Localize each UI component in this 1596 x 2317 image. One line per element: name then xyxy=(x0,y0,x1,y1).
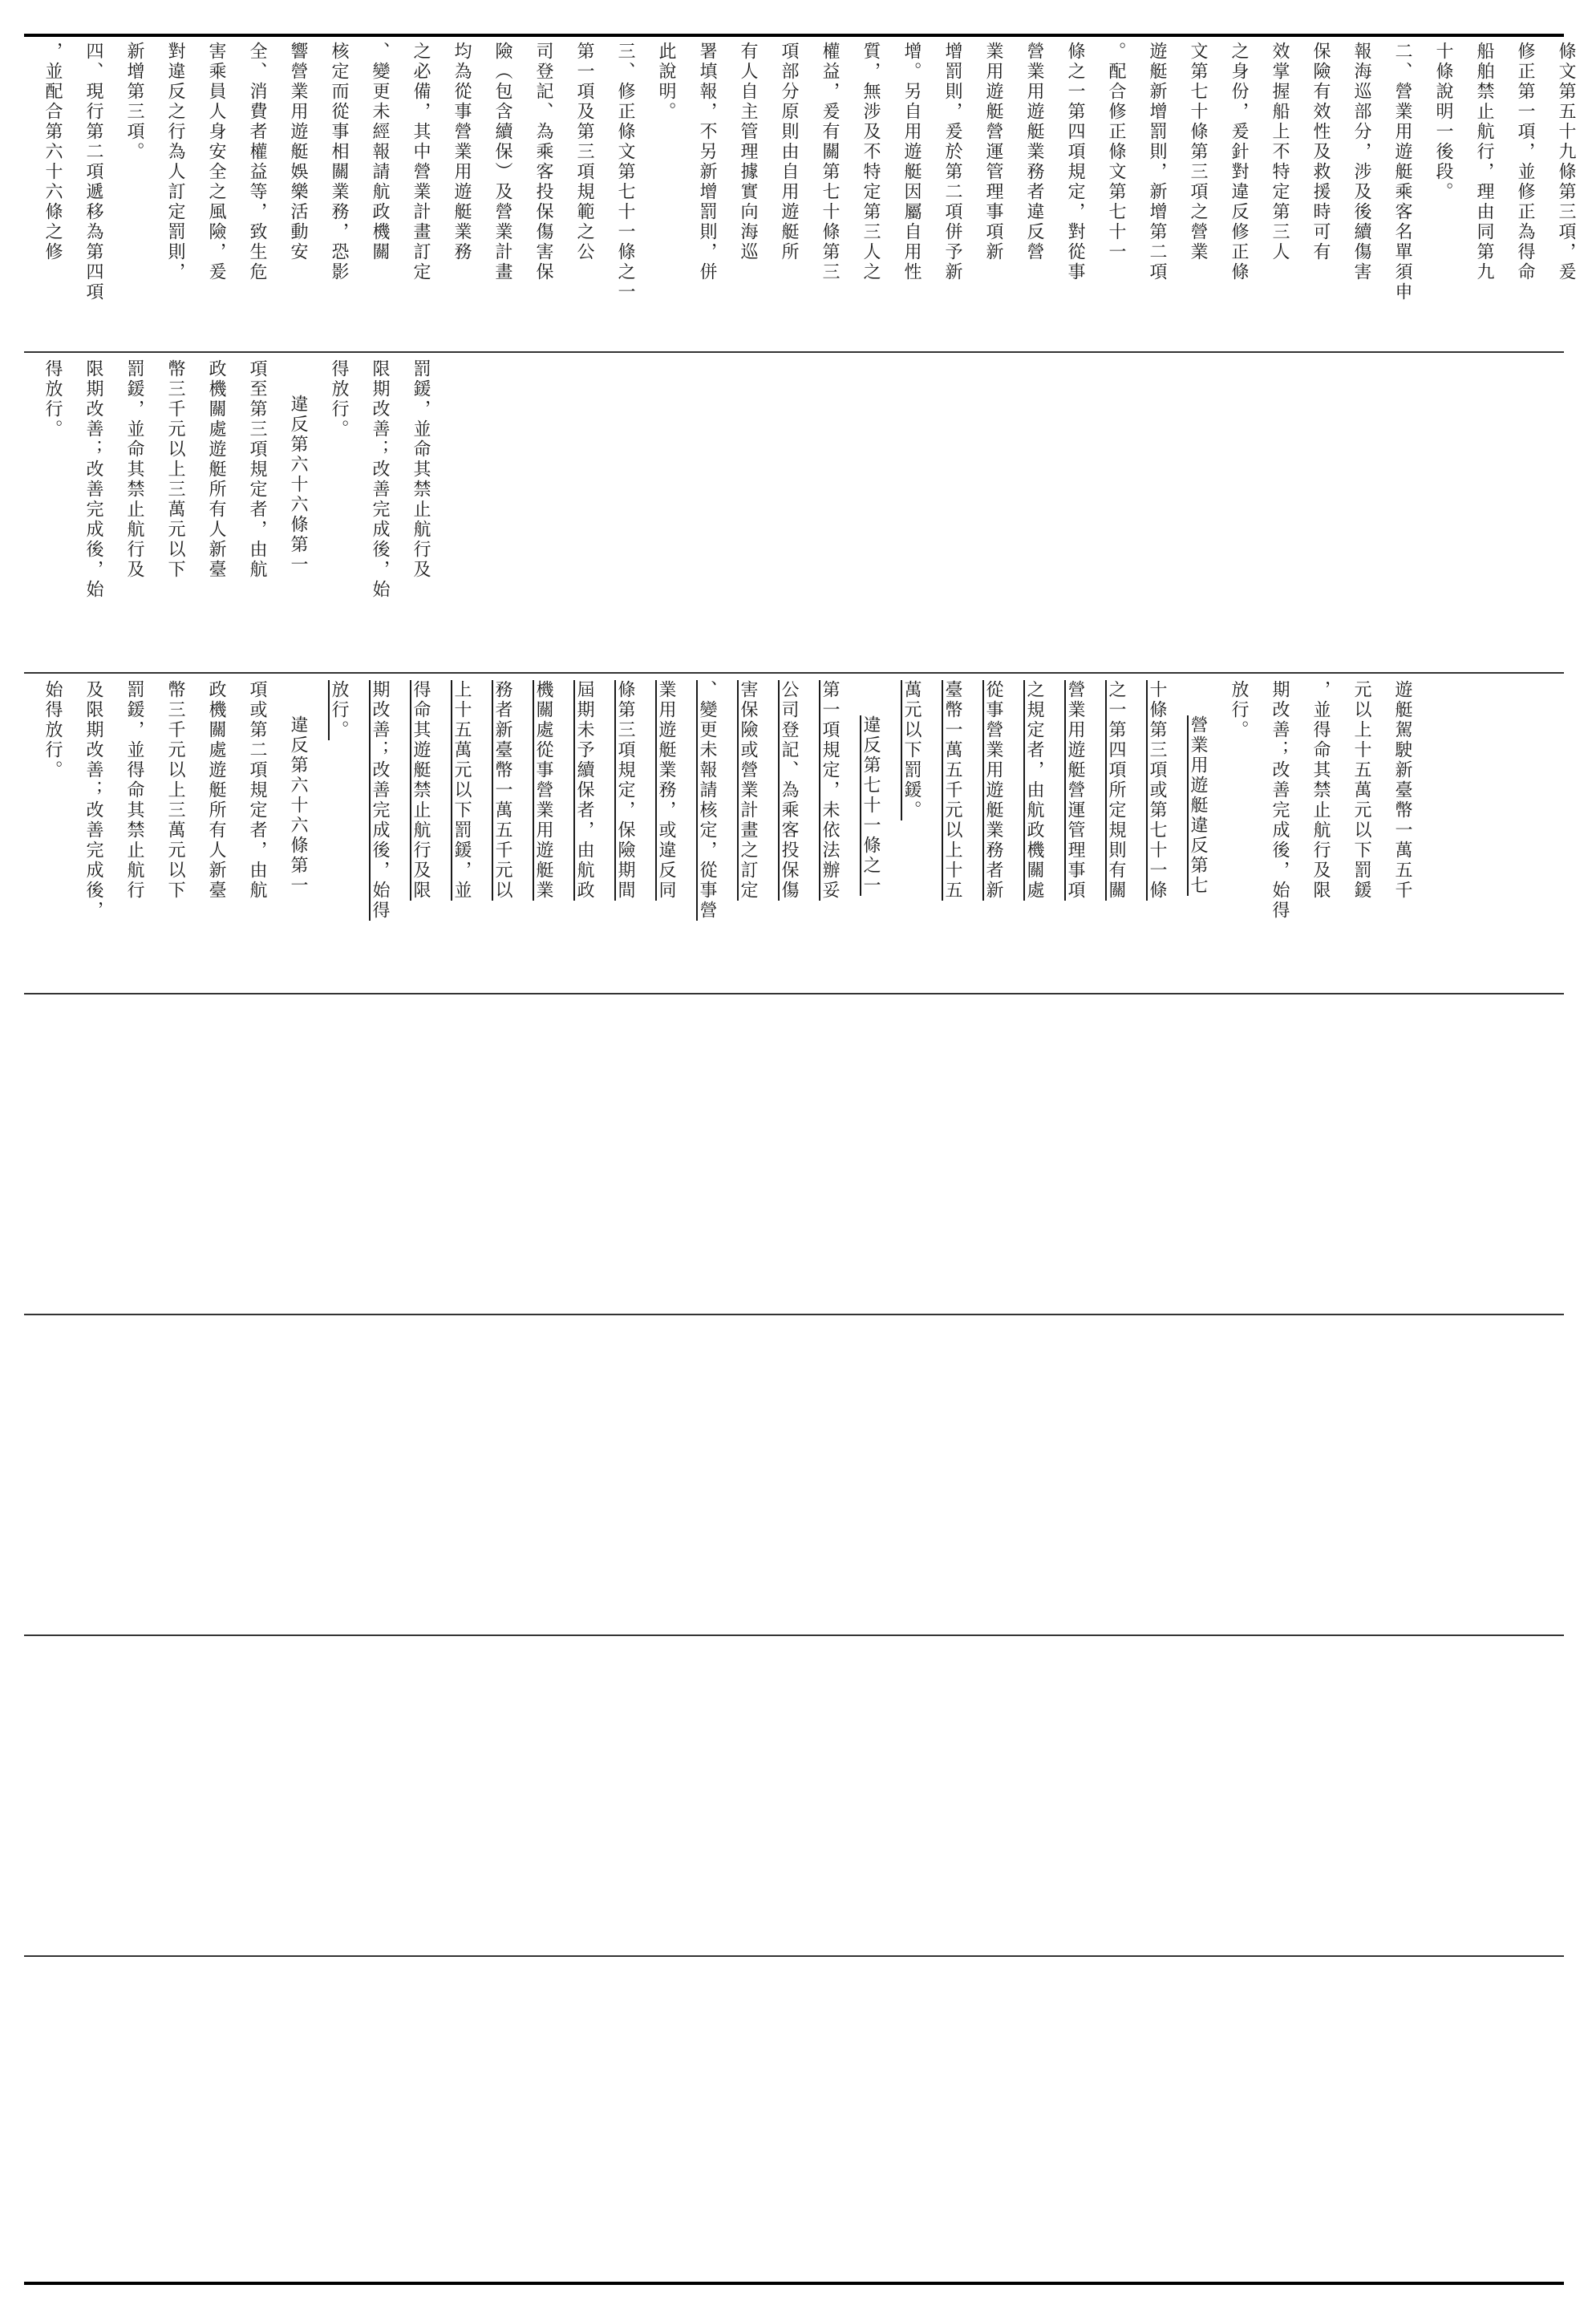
text-line: 及限期改善；改善完成後， xyxy=(83,680,103,921)
amended-provision-text xyxy=(32,680,1423,985)
text-line: 上十五萬元以下罰鍰，並 xyxy=(452,680,472,901)
band-explanation xyxy=(32,42,1576,346)
band-amended-provision xyxy=(32,680,1556,985)
text-line: 政機關處遊艇所有人新臺 xyxy=(206,680,226,901)
text-line: 船舶禁止航行，理由同第九 xyxy=(1474,42,1494,282)
text-line: 之必備，其中營業計畫訂定 xyxy=(411,42,431,282)
text-line: 違反第七十一條之一 xyxy=(861,715,881,896)
text-line: ，並配合第六十六條之修 xyxy=(43,42,63,262)
current-provision-text xyxy=(32,359,441,664)
text-line: 違反第六十六條第一 xyxy=(288,395,308,575)
text-line: 幣三千元以上三萬元以下 xyxy=(165,359,185,580)
text-line: 期改善；改善完成後，始得 xyxy=(1270,680,1290,921)
text-line: 。配合修正條文第七十一 xyxy=(1106,42,1126,262)
band-empty-3 xyxy=(32,1643,1556,1947)
text-line: ，並得命其禁止航行及限 xyxy=(1310,680,1331,901)
text-line: 此說明。 xyxy=(656,42,676,122)
text-line: 之身份，爰針對違反修正條 xyxy=(1229,42,1249,282)
top-border xyxy=(24,34,1564,37)
text-line: 質，無涉及不特定第三人之 xyxy=(861,42,881,282)
text-line: 得命其遊艇禁止航行及限 xyxy=(411,680,431,901)
text-line: 機關處從事營業用遊艇業 xyxy=(533,680,553,901)
text-line: 違反第六十六條第一 xyxy=(288,715,308,896)
text-line: 罰鍰，並得命其禁止航行 xyxy=(124,680,144,901)
text-line: 罰鍰，並命其禁止航行及 xyxy=(411,359,431,580)
text-line: 政機關處遊艇所有人新臺 xyxy=(206,359,226,580)
divider-2 xyxy=(24,672,1564,674)
text-line: 險（包含續保）及營業計畫 xyxy=(492,42,512,282)
text-line: 項至第三項規定者，由航 xyxy=(247,359,267,580)
text-line: 第一項規定，未依法辦妥 xyxy=(820,680,840,901)
text-line: 之一第四項所定規則有關 xyxy=(1106,680,1126,901)
text-line: 臺幣一萬五千元以上十五 xyxy=(942,680,962,901)
text-line: 務者新臺幣一萬五千元以 xyxy=(492,680,512,901)
text-line: 三、修正條文第七十一條之一 xyxy=(615,42,635,302)
text-line: 害保險或營業計畫之訂定 xyxy=(738,680,758,901)
text-line: 放行。 xyxy=(1229,680,1249,740)
text-line: 公司登記、為乘客投保傷 xyxy=(779,680,799,901)
text-line: 均為從事營業用遊艇業務 xyxy=(452,42,472,262)
text-line: 營業用遊艇營運管理事項 xyxy=(1065,680,1085,901)
text-line: 項或第二項規定者，由航 xyxy=(247,680,267,901)
text-line: 項部分原則由自用遊艇所 xyxy=(779,42,799,262)
text-line: 司登記、為乘客投保傷害保 xyxy=(533,42,553,282)
divider-5 xyxy=(24,1634,1564,1636)
text-line: 十條說明一後段。 xyxy=(1433,42,1453,202)
divider-6 xyxy=(24,1955,1564,1957)
explanation-text xyxy=(32,42,1586,346)
text-line: 有人自主管理據實向海巡 xyxy=(738,42,758,262)
text-line: 得放行。 xyxy=(329,359,349,440)
band-current-provision xyxy=(32,359,1556,664)
text-line: 響營業用遊艇娛樂活動安 xyxy=(288,42,308,262)
text-line: 署填報，不另新增罰則，併 xyxy=(697,42,717,282)
text-line: 業用遊艇業務，或違反同 xyxy=(656,680,676,901)
text-line: 期改善；改善完成後，始得 xyxy=(370,680,390,921)
text-line: 權益，爰有關第七十條第三 xyxy=(820,42,840,282)
text-line: 遊艇駕駛新臺幣一萬五千 xyxy=(1392,680,1412,901)
text-line: 元以上十五萬元以下罰鍰 xyxy=(1351,680,1371,901)
text-line: 新增第三項。 xyxy=(124,42,144,162)
text-line: 罰鍰，並命其禁止航行及 xyxy=(124,359,144,580)
text-line: 對違反之行為人訂定罰則， xyxy=(165,42,185,282)
text-line: 第一項及第三項規範之公 xyxy=(574,42,594,262)
text-line: 放行。 xyxy=(329,680,349,740)
text-line: 四、現行第二項遞移為第四項 xyxy=(83,42,103,302)
text-line: 業用遊艇營運管理事項新 xyxy=(983,42,1003,262)
text-line: 十條第三項或第七十一條 xyxy=(1147,680,1167,901)
band-empty-2 xyxy=(32,1322,1556,1626)
text-line: 、變更未報請核定，從事營 xyxy=(697,680,717,921)
text-line: 條文第五十九條第三項，爰 xyxy=(1556,42,1576,282)
text-line: 從事營業用遊艇業務者新 xyxy=(983,680,1003,901)
text-line: 文第七十條第三項之營業 xyxy=(1188,42,1208,262)
text-line: 增。另自用遊艇因屬自用性 xyxy=(901,42,922,282)
text-line: 始得放行。 xyxy=(43,680,63,780)
divider-3 xyxy=(24,993,1564,994)
text-line: 全、消費者權益等，致生危 xyxy=(247,42,267,282)
text-line: 之規定者，由航政機關處 xyxy=(1024,680,1044,901)
text-line: 營業用遊艇違反第七 xyxy=(1188,715,1208,896)
text-line: 萬元以下罰鍰。 xyxy=(901,680,922,820)
text-line: 限期改善；改善完成後，始 xyxy=(83,359,103,600)
text-line: 幣三千元以上三萬元以下 xyxy=(165,680,185,901)
text-line: 報海巡部分，涉及後續傷害 xyxy=(1351,42,1371,282)
text-line: 條第三項規定，保險期間 xyxy=(615,680,635,901)
text-line: 遊艇新增罰則，新增第二項 xyxy=(1147,42,1167,282)
text-line: 得放行。 xyxy=(43,359,63,440)
text-line: 二、營業用遊艇乘客名單須申 xyxy=(1392,42,1412,302)
text-line: 條之一第四項規定，對從事 xyxy=(1065,42,1085,282)
text-line: 限期改善；改善完成後，始 xyxy=(370,359,390,600)
text-line: 修正第一項，並修正為得命 xyxy=(1515,42,1535,282)
text-line: 、變更未經報請航政機關 xyxy=(370,42,390,262)
text-line: 害乘員人身安全之風險，爰 xyxy=(206,42,226,282)
divider-4 xyxy=(24,1314,1564,1315)
band-empty-1 xyxy=(32,1001,1556,1306)
text-line: 效掌握船上不特定第三人 xyxy=(1270,42,1290,262)
divider-1 xyxy=(24,351,1564,353)
text-line: 核定而從事相關業務，恐影 xyxy=(329,42,349,282)
bottom-border xyxy=(24,2282,1564,2285)
text-line: 保險有效性及救援時可有 xyxy=(1310,42,1331,262)
text-line: 屆期未予續保者，由航政 xyxy=(574,680,594,901)
text-line: 增罰則，爰於第二項併予新 xyxy=(942,42,962,282)
text-line: 營業用遊艇業務者違反營 xyxy=(1024,42,1044,262)
